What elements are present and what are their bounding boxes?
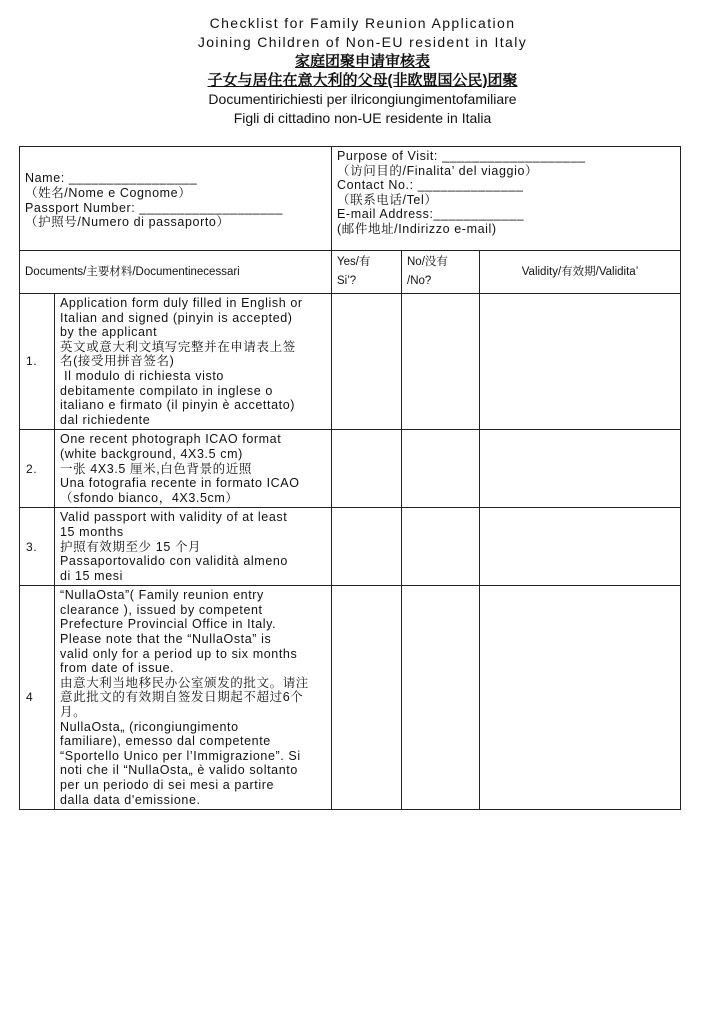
row-number: 2. [20, 430, 55, 508]
description-line: from date of issue. [60, 661, 175, 676]
description-line: Italian and signed (pinyin is accepted) [60, 310, 293, 325]
validity-cell[interactable] [480, 508, 681, 586]
documents-column-header: Documents/主要材料/Documentinecessari [20, 251, 332, 294]
validity-column-header: Validity/有效期/Validita’ [480, 251, 681, 294]
email-address-label: (邮件地址/Indirizzo e-mail) [337, 221, 497, 236]
no-checkbox-cell[interactable] [402, 508, 480, 586]
description-line: 15 months [60, 524, 124, 539]
document-description [55, 586, 332, 810]
no-header-line-2: /No? [407, 275, 432, 287]
description-line: Una fotografia recente in formato ICAO [60, 476, 300, 491]
checklist-table [19, 146, 681, 810]
description-line: valid only for a period up to six months [60, 646, 298, 661]
row-number: 3. [20, 508, 55, 586]
no-column-header [402, 251, 480, 294]
no-checkbox-cell[interactable] [402, 430, 480, 508]
description-line: “NullaOsta”( Family reunion entry [60, 588, 264, 603]
title-chinese-line-1: 家庭团聚申请审核表 [294, 53, 430, 70]
description-line: Application form duly filled in English or [60, 296, 303, 310]
column-header-row [20, 251, 681, 294]
name-field-label: （姓名/Nome e Cognome） [25, 185, 192, 200]
description-line: noti che il “NullaOsta„ è valido soltanto [60, 763, 298, 778]
yes-checkbox-cell[interactable] [332, 294, 402, 430]
validity-cell[interactable] [480, 586, 681, 810]
yes-header-line-2: Si’? [337, 275, 357, 287]
description-line: by the applicant [60, 325, 158, 340]
yes-checkbox-cell[interactable] [332, 508, 402, 586]
description-line: Prefecture Provincial Office in Italy. [60, 617, 277, 632]
applicant-contact-cell [332, 147, 681, 251]
description-line: clearance ), issued by competent [60, 602, 263, 617]
description-line: dalla data d'emissione. [60, 792, 201, 807]
description-line: italiano e firmato (il pinyin è accettato) [60, 398, 296, 413]
document-description [55, 294, 332, 430]
validity-cell[interactable] [480, 294, 681, 430]
description-line: 护照有效期至少 15 个月 [60, 539, 202, 554]
yes-header-line-1: Yes/有 [337, 256, 371, 268]
yes-checkbox-cell[interactable] [332, 586, 402, 810]
description-line: （sfondo bianco，4X3.5cm） [60, 490, 239, 505]
title-english-line-1: Checklist for Family Reunion Application [209, 15, 516, 31]
applicant-info-row [20, 147, 681, 251]
description-line: debitamente compilato in inglese o [60, 383, 273, 398]
description-line: 意此批文的有效期自签发日期起不超过6个 [60, 690, 304, 705]
row-number: 1. [20, 294, 55, 430]
title-english-line-2: Joining Children of Non-EU resident in Italy [197, 34, 528, 50]
table-row [20, 586, 681, 810]
passport-number-field[interactable]: Passport Number: ___________________ [25, 200, 283, 215]
description-line: Valid passport with validity of at least [60, 510, 288, 525]
description-line: 一张 4X3.5 厘米,白色背景的近照 [60, 461, 252, 476]
no-checkbox-cell[interactable] [402, 586, 480, 810]
description-line: NullaOsta„ (ricongiungimento [60, 719, 239, 734]
table-row [20, 294, 681, 430]
description-line: Passaportovalido con validità almeno [60, 554, 288, 569]
description-line: 月。 [60, 705, 87, 720]
description-line: 由意大利当地移民办公室颁发的批文。请注 [60, 675, 309, 690]
table-row [20, 508, 681, 586]
title-italian-line-1: Documentirichiesti per ilricongiungimentofamiliare [208, 91, 517, 107]
description-line: Please note that the “NullaOsta” is [60, 632, 272, 647]
no-header-line-1: No/没有 [407, 256, 448, 268]
purpose-of-visit-field[interactable]: Purpose of Visit: ___________________ [337, 149, 586, 163]
applicant-identity-cell [20, 147, 332, 251]
description-line: One recent photograph ICAO format [60, 432, 282, 447]
description-line: Il modulo di richiesta visto [60, 368, 224, 383]
no-checkbox-cell[interactable] [402, 294, 480, 430]
title-italian-line-2: Figli di cittadino non-UE residente in Italia [233, 110, 492, 126]
description-line: (white background, 4X3.5 cm) [60, 446, 243, 461]
name-field[interactable]: Name: _________________ [25, 171, 198, 186]
row-number: 4 [20, 586, 55, 810]
yes-column-header [332, 251, 402, 294]
description-line: per un periodo di sei mesi a partire [60, 778, 275, 792]
document-description [55, 508, 332, 586]
description-line: di 15 mesi [60, 568, 123, 583]
description-line: “Sportello Unico per l’Immigrazione”. Si [60, 748, 301, 763]
title-chinese-line-2: 子女与居住在意大利的父母(非欧盟国公民)团聚 [207, 72, 518, 89]
email-address-field[interactable]: E-mail Address:____________ [337, 207, 525, 222]
yes-checkbox-cell[interactable] [332, 430, 402, 508]
description-line: 英文或意大利文填写完整并在申请表上签 [60, 339, 296, 354]
description-line: 名(接受用拼音签名) [60, 354, 175, 369]
purpose-of-visit-label: （访问目的/Finalita’ del viaggio） [337, 163, 539, 178]
table-row [20, 430, 681, 508]
contact-number-field[interactable]: Contact No.: ______________ [337, 178, 524, 193]
contact-number-label: （联系电话/Tel） [337, 192, 438, 207]
document-description [55, 430, 332, 508]
passport-number-label: （护照号/Numero di passaporto） [25, 215, 230, 230]
description-line: dal richiedente [60, 412, 151, 427]
document-header [0, 14, 725, 128]
description-line: familiare), emesso dal competente [60, 734, 271, 749]
validity-cell[interactable] [480, 430, 681, 508]
